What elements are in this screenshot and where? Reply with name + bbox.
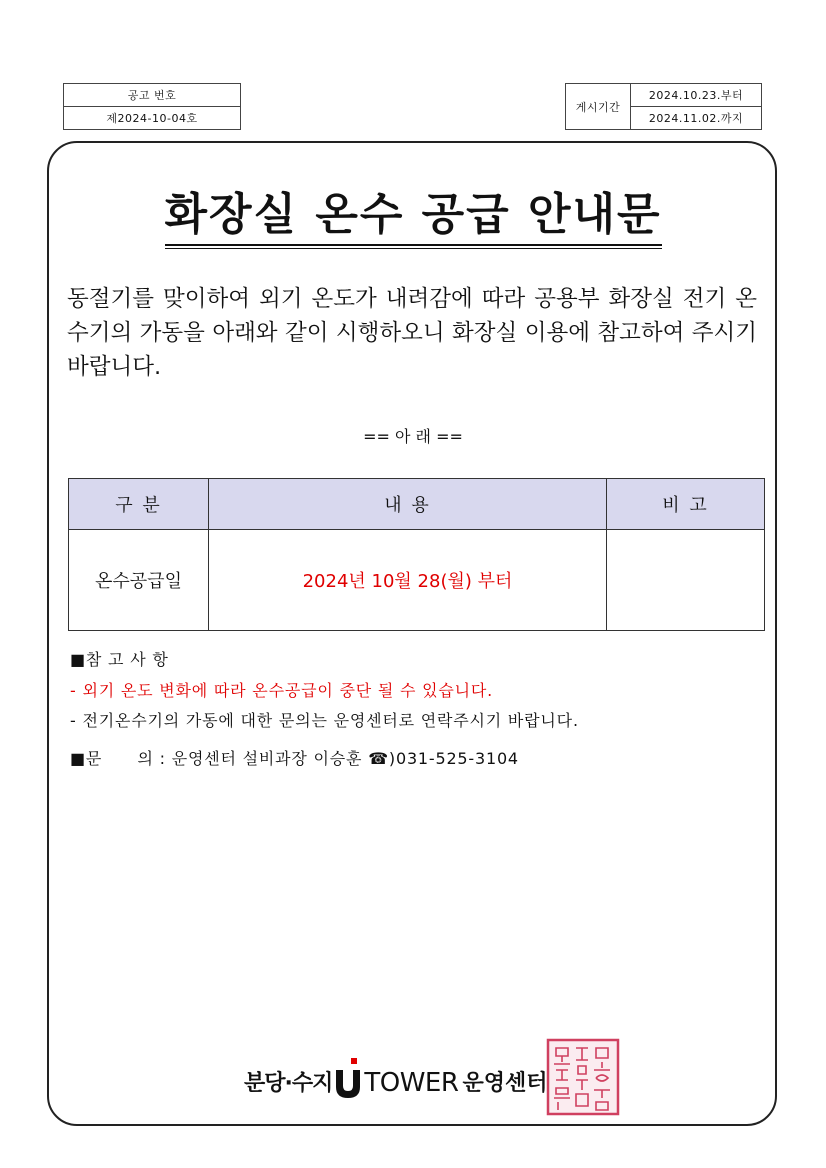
org-tower: TOWER xyxy=(364,1068,459,1098)
page-title xyxy=(0,178,826,246)
official-seal-icon xyxy=(546,1038,620,1116)
intro-paragraph: 동절기를 맞이하여 외기 온도가 내려감에 따라 공용부 화장실 전기 온수기의 가동을 아래와 같이 시행하오니 화장실 이용에 참고하여 주시기 바랍니다. xyxy=(67,286,757,380)
below-label: == 아 래 == xyxy=(363,427,463,446)
notice-number-box xyxy=(63,83,241,130)
contact-label: ■문 의 : xyxy=(70,749,172,768)
org-prefix: 분당·수지 xyxy=(244,1071,333,1096)
org-logo xyxy=(244,1048,547,1098)
period-label: 게시기간 xyxy=(566,84,631,130)
contact-text: 운영센터 설비과장 이승훈 ☎)031-525-3104 xyxy=(171,749,519,768)
row-category: 온수공급일 xyxy=(69,530,209,631)
table-row xyxy=(69,530,765,631)
period-start: 2024.10.23.부터 xyxy=(631,84,762,107)
header-category: 구 분 xyxy=(69,479,209,530)
header-remark: 비 고 xyxy=(607,479,765,530)
notice-label: 공고 번호 xyxy=(64,84,241,107)
header-content: 내 용 xyxy=(209,479,607,530)
u-logo-icon xyxy=(334,1058,362,1098)
note-item: - 전기온수기의 가동에 대한 문의는 운영센터로 연락주시기 바랍니다. xyxy=(70,711,579,730)
row-remark xyxy=(607,530,765,631)
schedule-table xyxy=(68,478,765,631)
contact-line xyxy=(70,746,519,769)
period-end: 2024.11.02.까지 xyxy=(631,107,762,130)
org-suffix: 운영센터 xyxy=(462,1071,548,1096)
posting-period-box xyxy=(565,83,762,130)
notes-heading: ■참 고 사 항 xyxy=(70,650,169,669)
title-text: 화장실 온수 공급 안내문 xyxy=(165,178,662,246)
notice-number: 제2024-10-04호 xyxy=(64,107,241,130)
row-content: 2024년 10월 28(월) 부터 xyxy=(209,530,607,631)
table-header-row xyxy=(69,479,765,530)
note-item: - 외기 온도 변화에 따라 온수공급이 중단 될 수 있습니다. xyxy=(70,681,494,700)
